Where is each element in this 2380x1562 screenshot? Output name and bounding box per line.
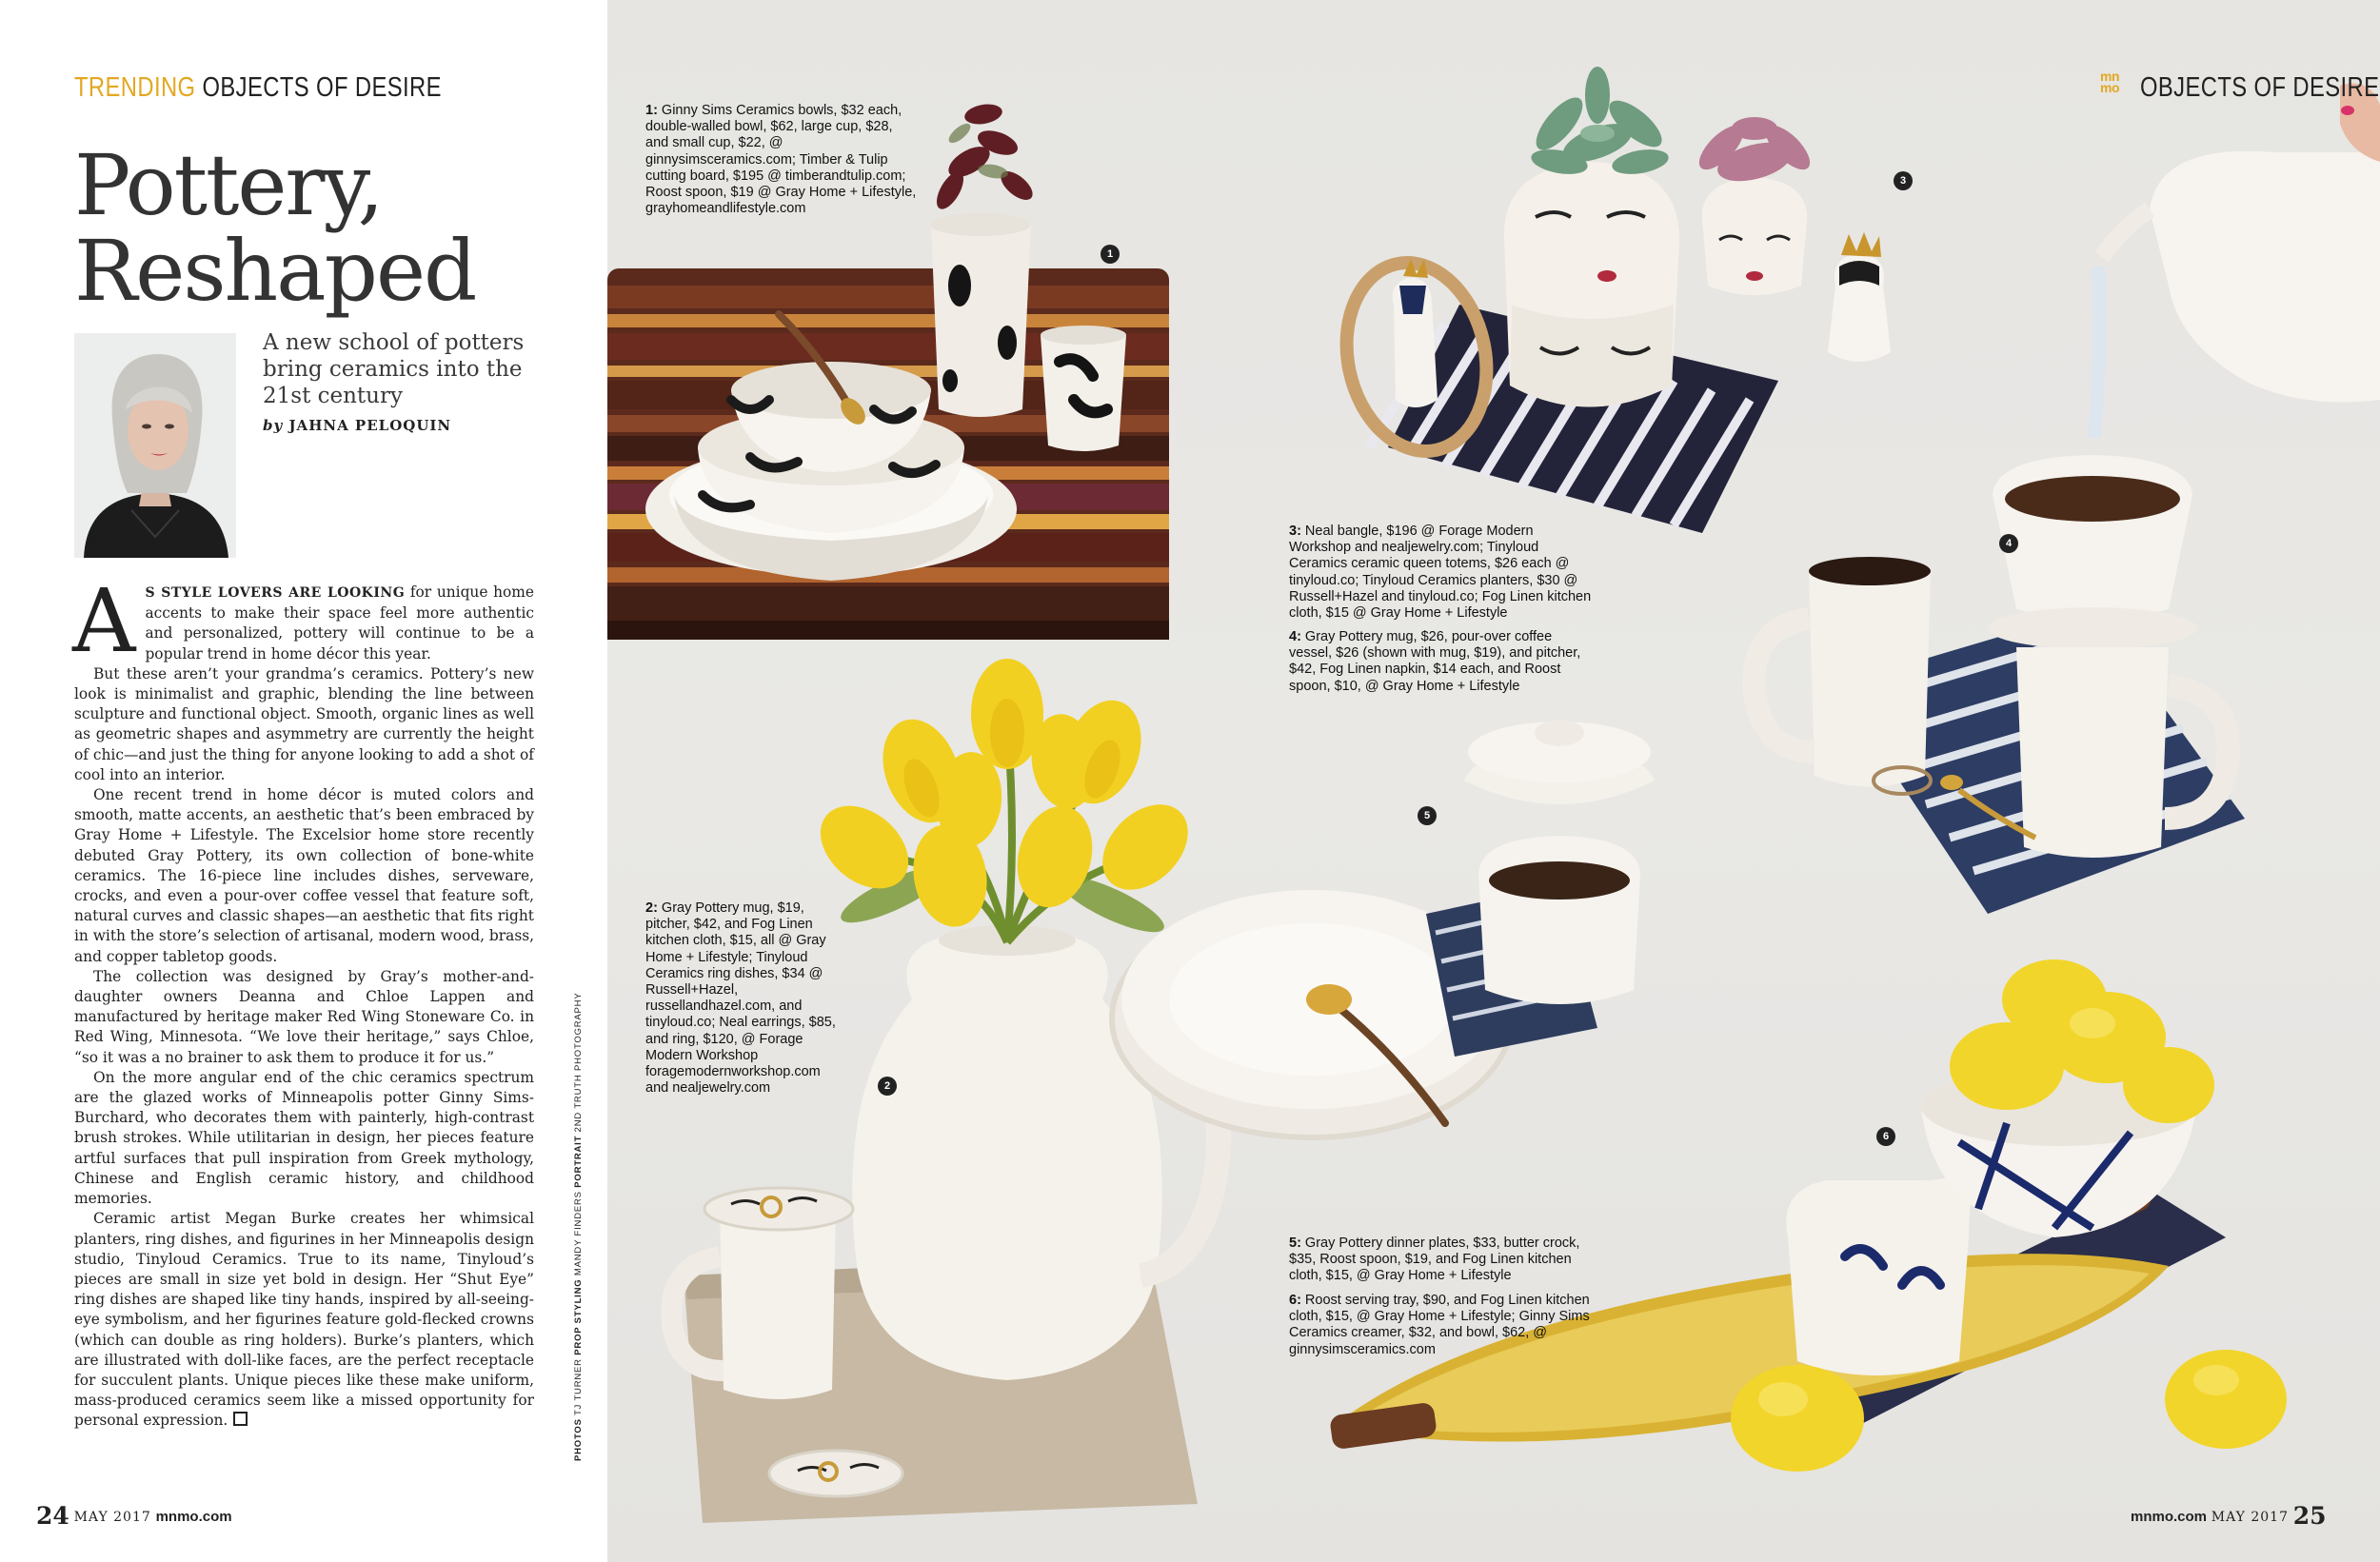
- credit-styling-label: PROP STYLING: [573, 1278, 584, 1355]
- caption-1: [645, 103, 917, 217]
- caption-5-text: Gray Pottery dinner plates, $33, butter crock, $35, Roost spoon, $19, and Fog Linen kitchen cloth, $15, @ Gray Home + Lifestyle: [1289, 1236, 1580, 1284]
- kicker-section: OBJECTS OF DESIRE: [202, 72, 442, 103]
- paragraph: But these aren’t your grandma’s ceramics. Pottery’s new look is minimalist and graphic, blending the line between sculpture and functional object. Smooth, organic lines as well as geometric shapes and asymmetry are currently the height of chic—and just the thing for anyone looking to add a shot of cool into an interior.: [74, 664, 534, 783]
- logo-top: mn: [2100, 69, 2119, 84]
- byline-name: JAHNA PELOQUIN: [288, 417, 452, 434]
- caption-6-number: 6:: [1289, 1293, 1301, 1308]
- badge-1: 1: [1101, 245, 1120, 264]
- caption-6: [1289, 1293, 1603, 1358]
- paragraph: [74, 1209, 534, 1431]
- caption-3-text: Neal bangle, $196 @ Forage Modern Workshop and nealjewelry.com; Tinyloud Ceramics ceramic queen totems, $26 each @ tinyloud.co; Tinyloud Ceramics planters, $30 @ Russell+Hazel and tinyloud.co; Fog Linen kitchen cloth, $15 @ Gray Home + Lifestyle: [1289, 524, 1592, 622]
- byline-prefix: by: [263, 417, 284, 434]
- caption-1-number: 1:: [645, 103, 658, 118]
- caption-6-text: Roost serving tray, $90, and Fog Linen kitchen cloth, $15, @ Gray Home + Lifestyle; Ginny Sims Ceramics creamer, $32, and bowl, $62, @ ginnysimsceramics.com: [1289, 1293, 1590, 1357]
- headline-line-2: Reshaped: [74, 222, 476, 320]
- badge-3: 3: [1894, 171, 1913, 190]
- drop-cap: A: [72, 570, 136, 672]
- caption-2: [645, 900, 841, 1097]
- article-body: [72, 570, 535, 1432]
- photo-credits: [573, 993, 584, 1461]
- credit-photos-name: TJ TURNER: [573, 1358, 584, 1415]
- badge-5: 5: [1418, 806, 1437, 825]
- left-page: [0, 0, 607, 1562]
- caption-3: [1289, 524, 1594, 622]
- folio-month: MAY 2017: [2211, 1510, 2289, 1525]
- paragraph: One recent trend in home décor is muted colors and smooth, matte accents, an aesthetic that’s been embraced by Gray Home + Lifestyle. The Excelsior home store recently debuted Gray Pottery, its own collection of bone-white ceramics. The 16-piece line includes dishes, serveware, crocks, and even a pour-over coffee vessel that feature soft, natural curves and classic shapes—an aesthetic that fits right in with the store’s selection of artisanal, modern wood, brass, and copper tabletop goods.: [74, 786, 535, 965]
- paragraph-text: for unique home accents to make their space feel more authentic and personalized, pottery will continue to be a popular trend in home décor this year.: [145, 583, 534, 662]
- right-folio: [2131, 1502, 2327, 1530]
- byline: [263, 417, 451, 434]
- portrait-illustration: [74, 333, 236, 558]
- section-kicker: [74, 72, 442, 104]
- caption-5-number: 5:: [1289, 1236, 1301, 1251]
- caption-2-number: 2:: [645, 900, 658, 916]
- kicker-trending: TRENDING: [74, 72, 196, 103]
- caption-2-text: Gray Pottery mug, $19, pitcher, $42, and Fog Linen kitchen cloth, $15, all @ Gray Home + Lifestyle; Tinyloud Ceramics ring dishes, $34 @ Russell+Hazel, russellandhazel.com, and tinyloud.co; Neal earrings, $85, and ring, $120, @ Forage Modern Workshop foragemodernworkshop.com and nealjewelry.com: [645, 900, 836, 1097]
- caption-5: [1289, 1236, 1603, 1285]
- page-number: 24: [36, 1502, 69, 1530]
- caption-4-text: Gray Pottery mug, $26, pour-over coffee vessel, $26 (shown with mug, $19), and pitcher, $42, Fog Linen napkin, $14 each, and Roost spoon, $10, @ Gray Home + Lifestyle: [1289, 629, 1581, 694]
- caption-3-number: 3:: [1289, 524, 1301, 539]
- paragraph: The collection was designed by Gray’s mother-and-daughter owners Deanna and Chloe Lappen and manufactured by heritage maker Red Wing Stoneware Co. in Red Wing, Minnesota. “We love their heritage,” says Chloe, “so it was a no brainer to ask them to produce it for us.”: [74, 967, 534, 1066]
- kicker-section: OBJECTS OF DESIRE: [2140, 72, 2380, 103]
- caption-4: [1289, 629, 1594, 695]
- section-kicker-right: [2140, 72, 2379, 104]
- author-portrait: [74, 333, 236, 558]
- scene-4-coffee: [1754, 80, 2380, 915]
- headline-line-1: Pottery,: [74, 136, 383, 234]
- badge-2: 2: [878, 1077, 897, 1096]
- page-number: 25: [2292, 1502, 2327, 1530]
- folio-month: MAY 2017: [73, 1510, 151, 1525]
- scene-5-plates: [1112, 720, 1655, 1137]
- lead-in: S STYLE LOVERS ARE LOOKING: [145, 585, 406, 601]
- paragraph: On the more angular end of the chic ceramics spectrum are the glazed works of Minneapolis potter Ginny Sims-Burchard, who decorates them with painterly, high-contrast brush strokes. While utilitarian in design, her pieces feature artful surfaces that pull inspiration from Greek mythology, Chinese and English ceramic history, and childhood memories.: [74, 1068, 534, 1208]
- folio-site: mnmo.com: [155, 1509, 232, 1525]
- folio-site: mnmo.com: [2131, 1509, 2208, 1525]
- paragraph-text: Ceramic artist Megan Burke creates her whimsical planters, ring dishes, and figurines in her Minneapolis design studio, Tinyloud Ceramics. True to its name, Tinyloud’s pieces are small in size yet bold in design. Her “Shut Eye” ring dishes are shaped like tiny hands, inspired by all-seeing-eye symbolism, and her figurines feature gold-flecked crowns (which can double as ring holders). Burke’s planters, which are illustrated with doll-like faces, are the perfect receptacle for succulent plants. Unique pieces like these make uniform, mass-produced ceramics seem like a missed opportunity for personal expression.: [74, 1210, 534, 1430]
- badge-4: 4: [1999, 534, 2018, 553]
- credit-photos-label: PHOTOS: [573, 1418, 584, 1461]
- scene-3-planters: [1330, 67, 1891, 533]
- end-mark-icon: [233, 1412, 248, 1426]
- mnmo-logo: [2100, 70, 2119, 93]
- left-folio: [36, 1502, 232, 1530]
- credit-styling-name: MANDY FINDERS: [573, 1191, 584, 1276]
- paragraph: [72, 570, 534, 672]
- credit-portrait-name: 2ND TRUTH PHOTOGRAPHY: [573, 992, 584, 1133]
- page-title: [74, 136, 569, 320]
- caption-1-text: Ginny Sims Ceramics bowls, $32 each, double-walled bowl, $62, large cup, $28, and small cup, $22, @ ginnysimsceramics.com; Timber & Tulip cutting board, $195 @ timberandtulip.com; Roost spoon, $19 @ Gray Home + Lifestyle, grayhomeandlifestyle.com: [645, 103, 917, 217]
- deck: A new school of potters bring ceramics into the 21st century: [263, 330, 525, 408]
- caption-4-number: 4:: [1289, 629, 1301, 644]
- logo-bottom: mo: [2100, 80, 2119, 95]
- badge-6: 6: [1876, 1127, 1895, 1146]
- right-page: [607, 0, 2380, 1562]
- credit-portrait-label: PORTRAIT: [573, 1135, 584, 1188]
